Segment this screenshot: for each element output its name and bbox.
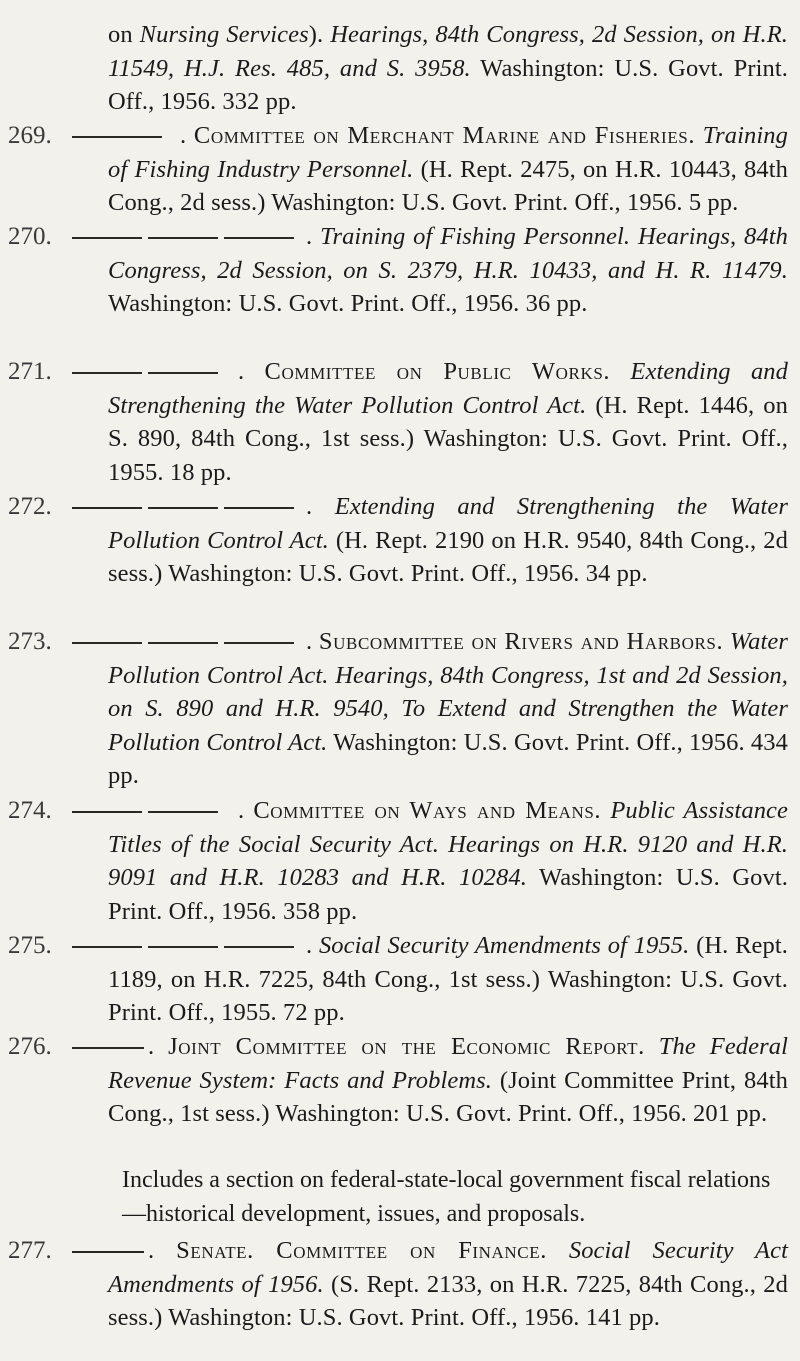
entry-text: . Subcommittee on Rivers and Harbors. Water Pollution Control Act. Hearings, 84th Congress, 1st and 2d Session, on S. 890 and H.R. 9540, To Extend and Strengthen the Water Pollution Control Act. Washington: U.S. Govt. Print. Off., 1956. 434 pp. (108, 628, 788, 790)
entry-number: 276. (8, 1033, 52, 1060)
entry-text: . Joint Committee on the Economic Report. The Federal Revenue System: Facts and Problems. (Joint Committee Print, 84th Cong., 1st sess.) Washington: U.S. Govt. Print. Off., 1956. 201 pp. (108, 1033, 789, 1128)
entry-text: . Training of Fishing Personnel. Hearings, 84th Congress, 2d Session, on S. 2379, H.R. 10433, and H. R. 11479. Washington: U.S. Govt. Print. Off., 1956. 36 pp. (108, 223, 788, 318)
entry-number: 269. (8, 122, 52, 149)
entry-note: Includes a section on federal-state-local government fiscal relations—historical development, issues, and proposals. (122, 1167, 771, 1227)
entry-text: . Committee on Ways and Means. Public Assistance Titles of the Social Security Act. Hearings on H.R. 9120 and H.R. 9091 and H.R. 10283 and H.R. 10284. Washington: U.S. Govt. Print. Off., 1956. 358 pp. (108, 797, 788, 925)
entry-number: 277. (8, 1237, 52, 1264)
entry-text (108, 18, 788, 119)
entry-body: on Nursing Services). Hearings, 84th Congress, 2d Session, on H.R. 11549, H.J. Res. 485, and S. 3958. Washington: U.S. Govt. Print. Off., 1956. 332 pp. (108, 21, 788, 116)
entry-text: . Social Security Amendments of 1955. (H. Rept. 1189, on H.R. 7225, 84th Cong., 1st sess.) Washington: U.S. Govt. Print. Off., 1955. 72 pp. (108, 932, 788, 1027)
entry-text: . Senate. Committee on Finance. Social Security Act Amendments of 1956. (S. Rept. 2133, on H.R. 7225, 84th Cong., 2d sess.) Washington: U.S. Govt. Print. Off., 1956. 141 pp. (108, 1237, 788, 1332)
entry-number: 271. (8, 358, 52, 385)
entry-number: 275. (8, 932, 52, 959)
entry-number: 274. (8, 797, 52, 824)
entry-number: 272. (8, 493, 52, 520)
entry-text: . Committee on Merchant Marine and Fisheries. Training of Fishing Industry Personnel. (H. Rept. 2475, on H.R. 10443, 84th Cong., 2d sess.) Washington: U.S. Govt. Print. Off., 1956. 5 pp. (108, 122, 788, 217)
entry-number: 273. (8, 628, 52, 655)
entry-lead: Committee on Merchant Marine and Fisheries. (193, 122, 696, 149)
entry-text: . Extending and Strengthening the Water Pollution Control Act. (H. Rept. 2190 on H.R. 9540, 84th Cong., 2d sess.) Washington: U.S. Govt. Print. Off., 1956. 34 pp. (108, 493, 788, 588)
entry-text: . Committee on Public Works. Extending and Strengthening the Water Pollution Control Act. (H. Rept. 1446, on S. 890, 84th Cong., 1st sess.) Washington: U.S. Govt. Print. Off., 1955. 18 pp. (108, 358, 788, 486)
entry-number: 270. (8, 223, 52, 250)
